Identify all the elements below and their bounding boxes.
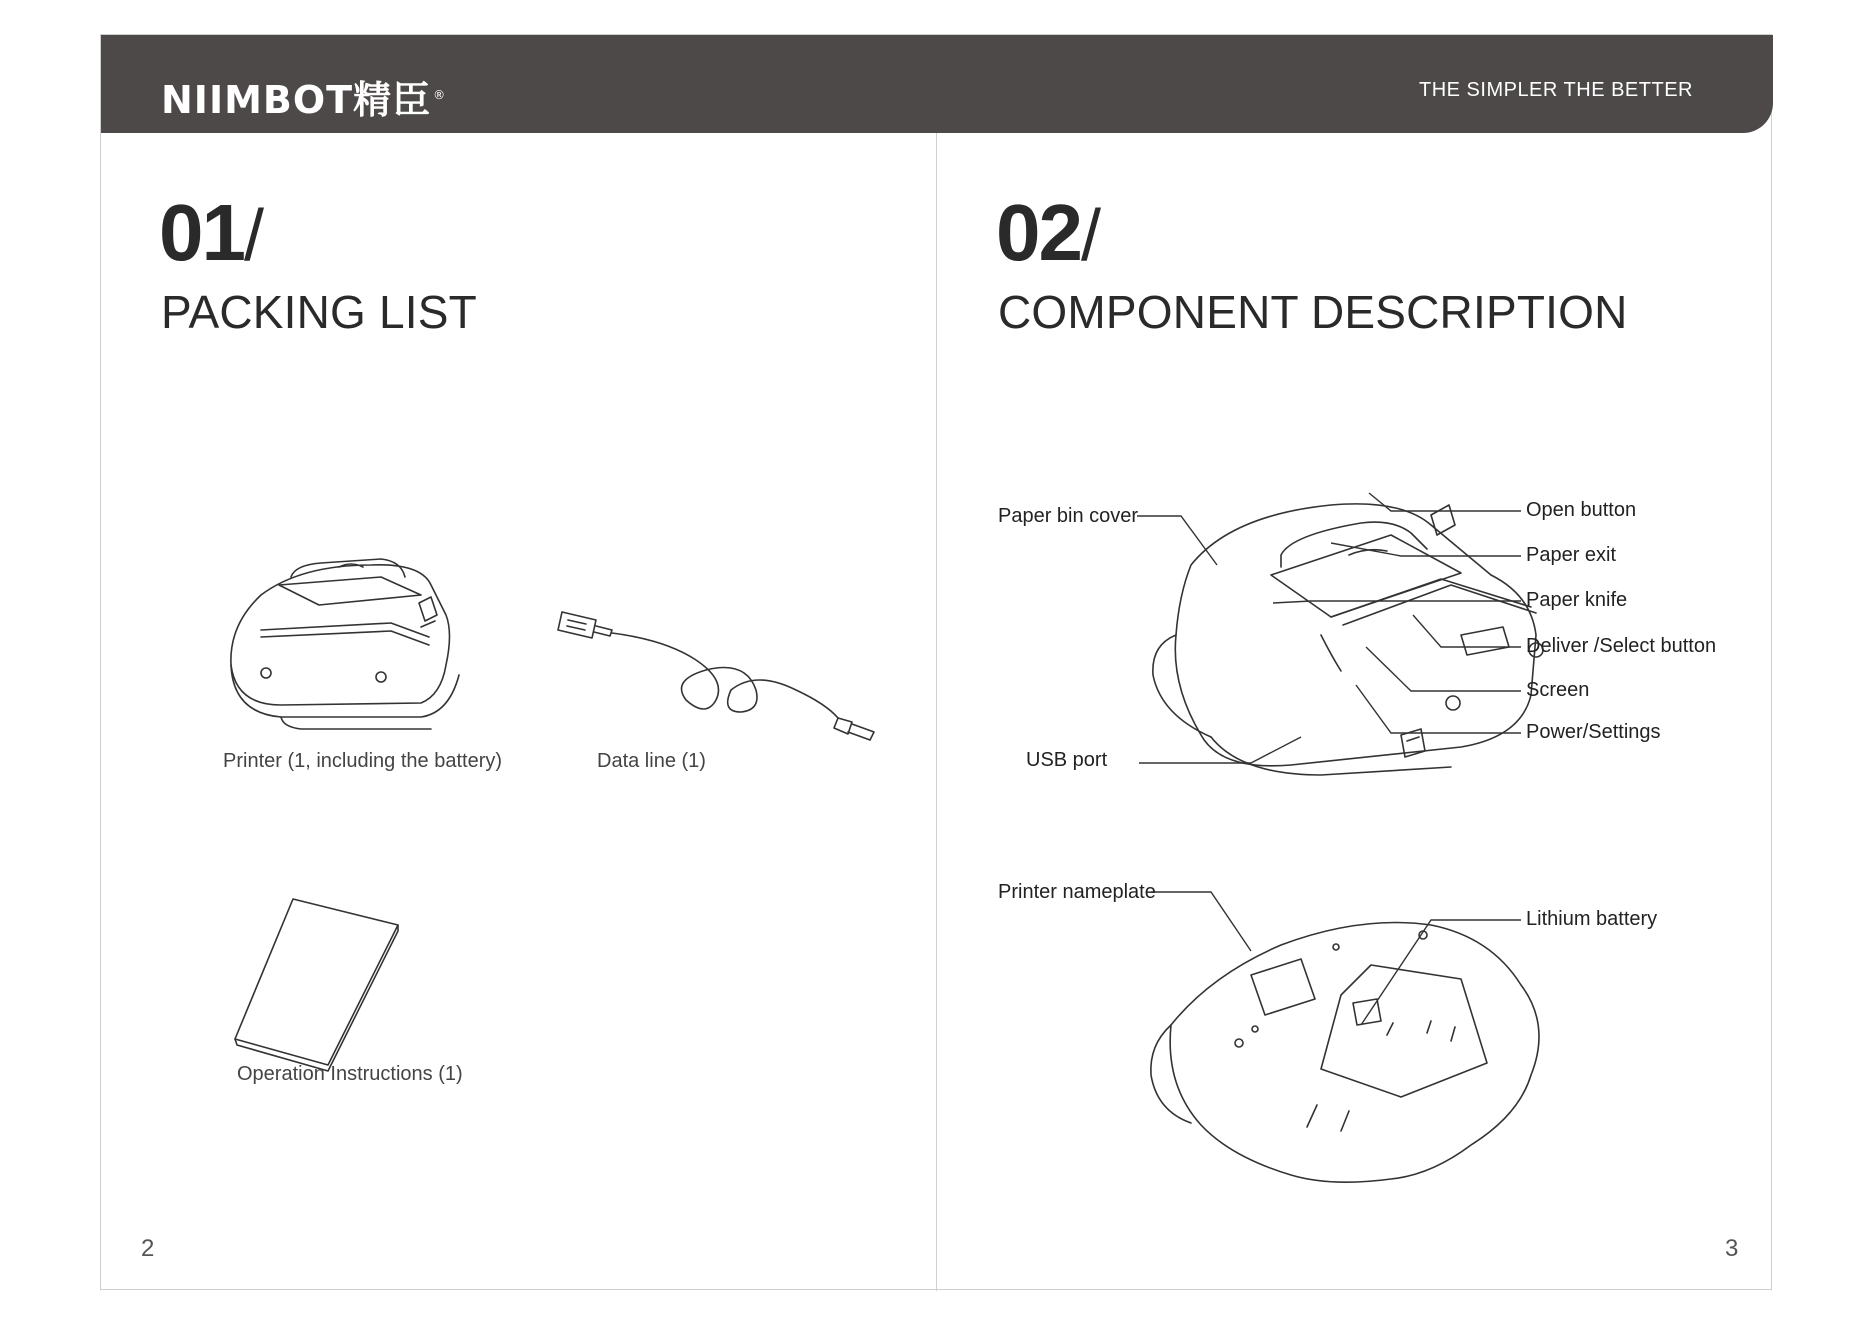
label-lithium-battery: Lithium battery bbox=[1526, 908, 1658, 930]
page-number-right: 3 bbox=[1725, 1235, 1739, 1262]
booklet-icon bbox=[233, 895, 403, 1070]
header-bar bbox=[101, 35, 1773, 133]
label-paper-knife: Paper knife bbox=[1526, 589, 1628, 611]
label-screen: Screen bbox=[1526, 679, 1590, 701]
caption-data-line: Data line (1) bbox=[597, 750, 706, 772]
section-number-01: 01/ bbox=[159, 188, 262, 277]
label-paper-exit: Paper exit bbox=[1526, 544, 1617, 566]
label-open-button: Open button bbox=[1526, 499, 1637, 521]
brand-logo: NIIMBOT精臣 ® bbox=[161, 78, 447, 122]
caption-printer: Printer (1, including the battery) bbox=[223, 750, 503, 772]
label-deliver-select-button: Deliver /Select button bbox=[1526, 635, 1717, 657]
section-title-component-description: COMPONENT DESCRIPTION bbox=[998, 286, 1628, 338]
caption-operation-instructions: Operation Instructions (1) bbox=[237, 1063, 463, 1085]
manual-spread bbox=[100, 34, 1772, 1290]
label-paper-bin-cover: Paper bin cover bbox=[998, 505, 1139, 527]
label-power-settings: Power/Settings bbox=[1526, 721, 1661, 743]
printer-icon bbox=[221, 525, 481, 735]
slogan: THE SIMPLER THE BETTER bbox=[1418, 79, 1693, 101]
section-number-02: 02/ bbox=[996, 188, 1099, 277]
section-title-packing-list: PACKING LIST bbox=[161, 286, 477, 338]
label-usb-port: USB port bbox=[1026, 749, 1108, 771]
label-printer-nameplate: Printer nameplate bbox=[998, 881, 1156, 903]
page-divider bbox=[936, 133, 937, 1291]
usb-cable-icon bbox=[556, 600, 896, 745]
page-number-left: 2 bbox=[141, 1235, 155, 1262]
